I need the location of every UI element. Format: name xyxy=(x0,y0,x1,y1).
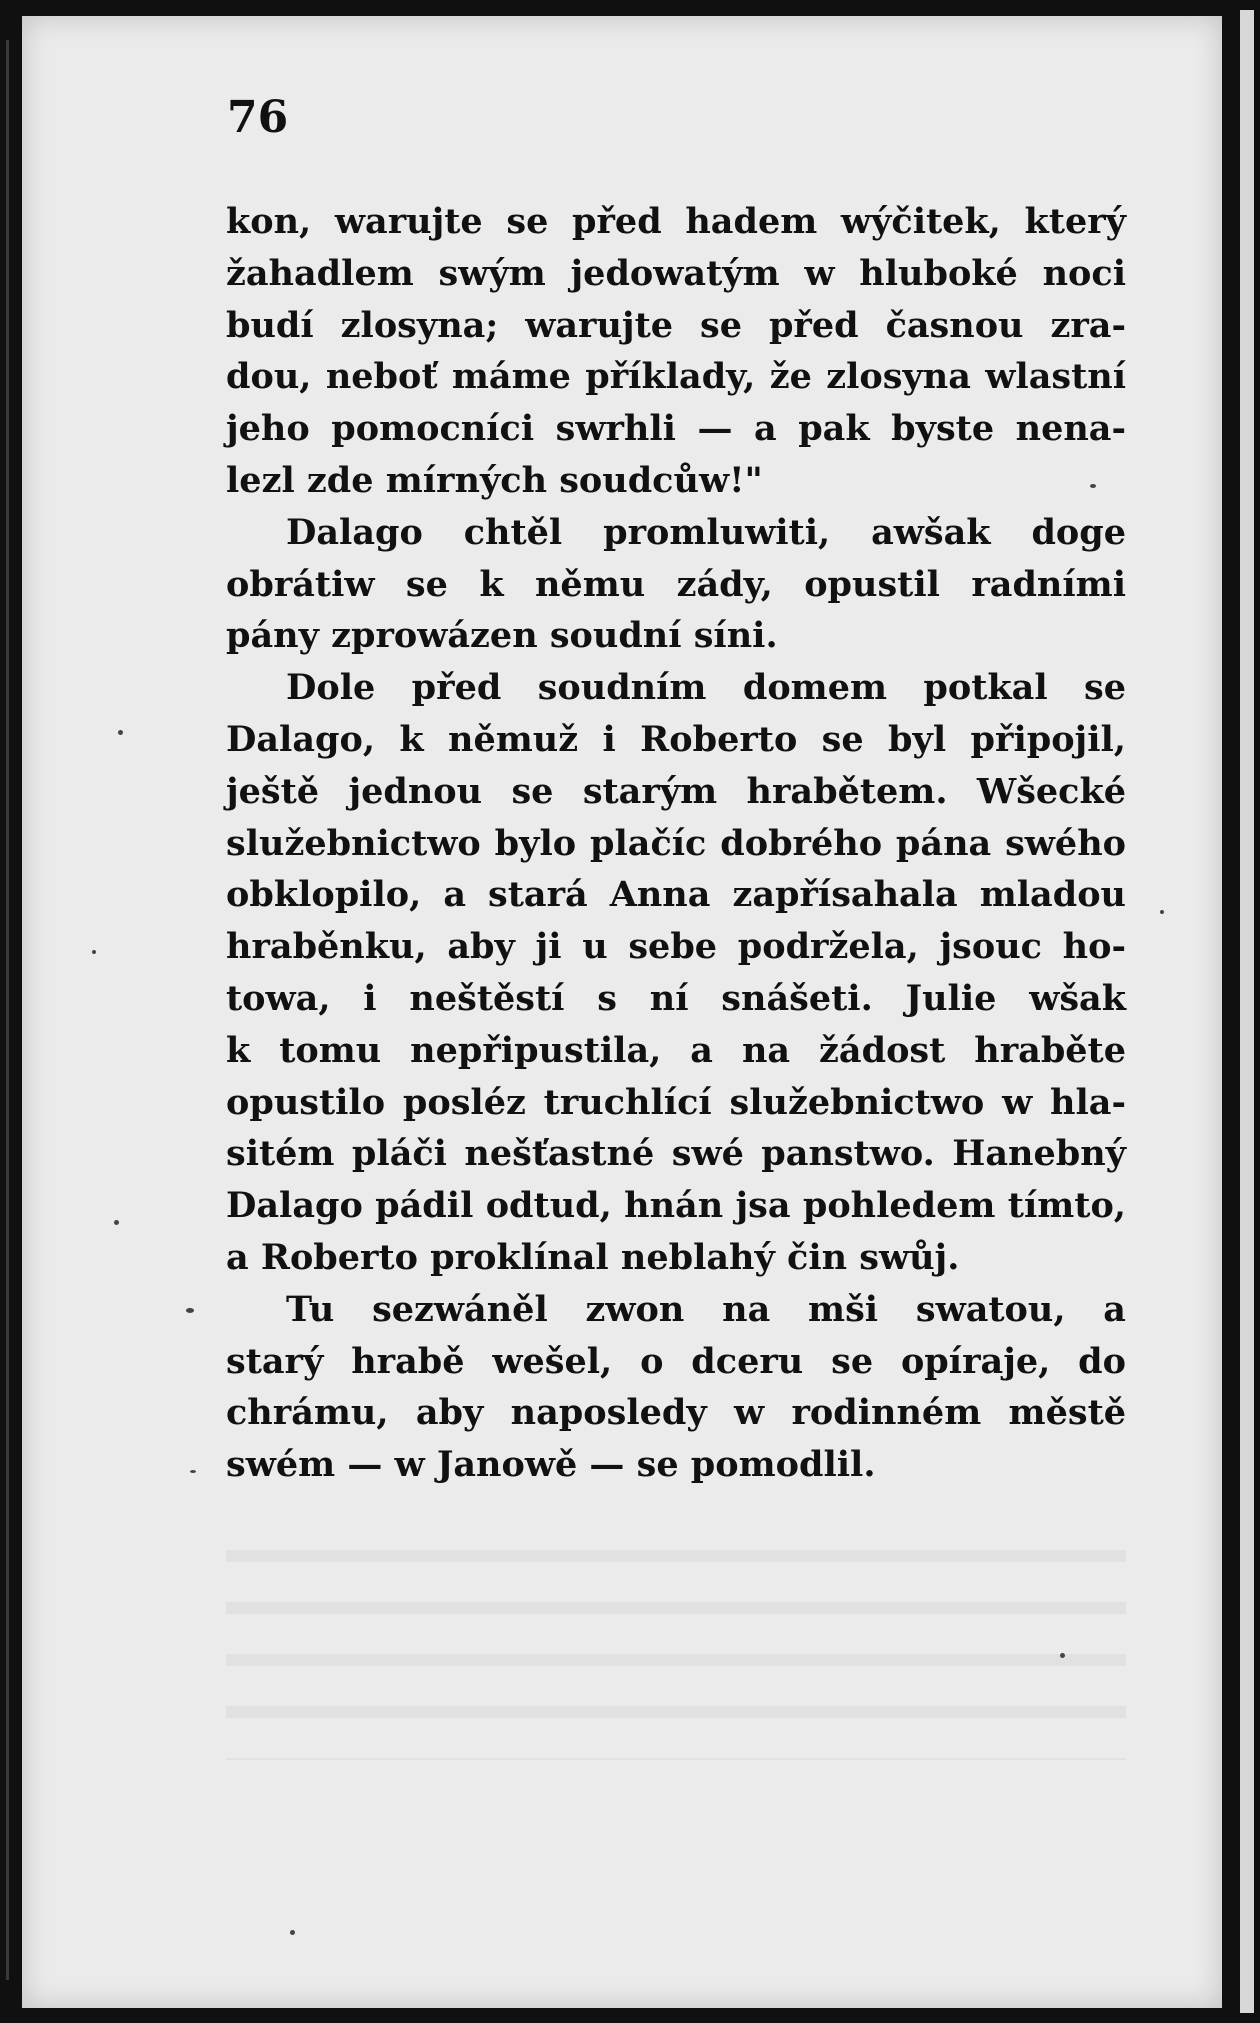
text-line: ještě jednou se starým hrabětem. Wšecké xyxy=(226,770,1126,812)
text-line: Dalago, k němuž i Roberto se byl připojil, xyxy=(226,718,1126,760)
binding-edge xyxy=(6,40,9,1980)
dust-speck xyxy=(92,950,96,954)
page-body-text xyxy=(226,196,1126,1491)
facing-page-edge xyxy=(1240,10,1254,2013)
text-line: obklopilo, a stará Anna zapřísahala mladou xyxy=(226,874,1126,916)
text-line: towa, i neštěstí s ní snášeti. Julie wšak xyxy=(226,977,1126,1019)
page-number: 76 xyxy=(227,92,289,143)
text-line: starý hrabě wešel, o dceru se opíraje, do xyxy=(226,1340,1126,1382)
text-line: pány zprowázen soudní síni. xyxy=(226,615,778,657)
text-line: budí zlosyna; warujte se před časnou zra- xyxy=(226,304,1126,346)
dust-speck xyxy=(186,1308,194,1313)
dust-speck xyxy=(114,1220,119,1225)
text-line: žahadlem swým jedowatým w hluboké noci xyxy=(226,252,1126,294)
text-line: hraběnku, aby ji u sebe podržela, jsouc ho- xyxy=(226,926,1126,968)
dust-speck xyxy=(1090,484,1096,488)
text-line: Dalago chtěl promluwiti, awšak doge xyxy=(286,511,1126,553)
text-line: lezl zde mírných soudcůw!" xyxy=(226,459,763,501)
dust-speck xyxy=(118,730,123,735)
text-line: obrátiw se k němu zády, opustil radními xyxy=(226,563,1126,605)
text-line: swém — w Janowě — se pomodlil. xyxy=(226,1444,876,1486)
text-line: k tomu nepřipustila, a na žádost hraběte xyxy=(226,1029,1126,1071)
text-line: Dole před soudním domem potkal se xyxy=(286,667,1126,709)
dust-speck xyxy=(290,1930,295,1935)
show-through-text xyxy=(226,1520,1126,1760)
dust-speck xyxy=(1060,1653,1065,1658)
text-line: sitém pláči nešťastné swé panstwo. Hanebný xyxy=(226,1133,1126,1175)
text-line: opustilo posléz truchlící služebnictwo w hla- xyxy=(226,1081,1126,1123)
text-line: kon, warujte se před hadem wýčitek, který xyxy=(226,201,1126,242)
text-line: a Roberto proklínal neblahý čin swůj. xyxy=(226,1236,960,1278)
text-line: jeho pomocníci swrhli — a pak byste nena- xyxy=(226,408,1126,450)
dust-speck xyxy=(1160,910,1164,914)
text-line: Tu sezwáněl zwon na mši swatou, a xyxy=(286,1288,1126,1330)
text-line: chrámu, aby naposledy w rodinném městě xyxy=(226,1392,1126,1434)
text-line: dou, neboť máme příklady, že zlosyna wlastní xyxy=(226,356,1126,398)
text-line: služebnictwo bylo plačíc dobrého pána swého xyxy=(226,822,1126,864)
text-line: Dalago pádil odtud, hnán jsa pohledem tímto, xyxy=(226,1185,1126,1227)
dust-speck xyxy=(190,1470,196,1473)
